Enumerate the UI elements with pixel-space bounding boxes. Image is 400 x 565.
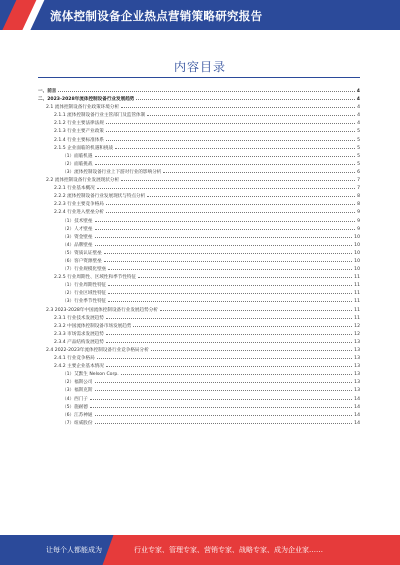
toc-entry-label: （4）品牌壁垒 <box>62 242 93 248</box>
toc-entry-label: （2）行业区域性特征 <box>62 291 107 297</box>
toc-entry[interactable] <box>38 305 360 313</box>
toc-entry-page: 14 <box>354 420 360 426</box>
toc-entry[interactable] <box>38 86 360 94</box>
toc-entry-page: 10 <box>354 242 360 248</box>
toc-entry-label: （5）施耐德 <box>62 404 88 410</box>
toc-entry-page: 11 <box>354 315 360 321</box>
toc-entry-page: 13 <box>354 388 360 394</box>
toc-entry-label: （3）流体控制设备行业上下游对行业的影响分析 <box>62 169 162 175</box>
footer-slogan-right: 行业专家、管理专家、营销专家、战略专家、成为企业家…… <box>134 546 323 554</box>
toc-entry[interactable] <box>38 216 360 224</box>
toc-entry-page: 10 <box>354 267 360 273</box>
toc-entry[interactable] <box>38 191 360 199</box>
toc-entry-label: 2.2.4 行业进入壁垒分析 <box>54 210 104 216</box>
toc-leader-dots <box>95 216 356 222</box>
toc-leader-dots <box>138 272 352 278</box>
toc-entry-page: 11 <box>354 283 360 289</box>
toc-entry-label: 2.1.4 行业主要标准体系 <box>54 137 104 143</box>
toc-entry[interactable] <box>38 272 360 280</box>
toc-entry[interactable] <box>38 224 360 232</box>
toc-entry-page: 14 <box>354 396 360 402</box>
toc-entry[interactable] <box>38 288 360 296</box>
toc-entry-page: 5 <box>357 129 360 135</box>
toc-entry-page: 10 <box>354 250 360 256</box>
toc-leader-dots <box>106 361 352 367</box>
toc-entry-label: （4）西门子 <box>62 396 88 402</box>
toc-entry-label: 2.4.1 行业竞争格局 <box>54 356 95 362</box>
toc-entry[interactable] <box>38 418 360 426</box>
toc-entry[interactable] <box>38 175 360 183</box>
toc-entry[interactable] <box>38 361 360 369</box>
toc-entry[interactable] <box>38 280 360 288</box>
toc-entry[interactable] <box>38 199 360 207</box>
toc-leader-dots <box>95 385 353 391</box>
toc-entry-label: （2）福斯公司 <box>62 380 93 386</box>
toc-leader-dots <box>104 248 352 254</box>
report-title: 流体控制设备企业热点营销策略研究报告 <box>50 9 263 23</box>
toc-leader-dots <box>121 102 355 108</box>
toc-leader-dots <box>121 175 355 181</box>
toc-leader-dots <box>97 353 352 359</box>
toc-entry[interactable] <box>38 167 360 175</box>
toc-entry[interactable] <box>38 126 360 134</box>
toc-entry-label: 2.1.1 流体控制设备行业主管部门及监管体制 <box>54 113 146 119</box>
toc-entry-page: 10 <box>354 258 360 264</box>
toc-leader-dots <box>121 369 352 375</box>
toc-entry[interactable] <box>38 329 360 337</box>
toc-leader-dots <box>108 288 352 294</box>
toc-leader-dots <box>163 167 355 173</box>
toc-entry-label: 2.2 流体控制设备行业发展现状分析 <box>46 178 120 184</box>
toc-entry[interactable] <box>38 151 360 159</box>
toc-leader-dots <box>106 118 355 124</box>
toc-entry-page: 8 <box>357 202 360 208</box>
toc-entry-label: （6）客户资源壁垒 <box>62 258 102 264</box>
toc-entry[interactable] <box>38 353 360 361</box>
toc-leader-dots <box>90 402 352 408</box>
toc-entry-page: 9 <box>357 226 360 232</box>
toc-entry-page: 6 <box>357 169 360 175</box>
toc-entry-page: 14 <box>354 412 360 418</box>
toc-entry-label: 2.1 流体控制设备行业政策环境分析 <box>46 105 120 111</box>
toc-entry[interactable] <box>38 110 360 118</box>
toc-entry-label: 2.2.5 行业周期性、区域性和季节性特征 <box>54 275 137 281</box>
toc-entry[interactable] <box>38 207 360 215</box>
toc-entry-page: 7 <box>357 178 360 184</box>
toc-leader-dots <box>95 151 356 157</box>
toc-entry-page: 5 <box>357 161 360 167</box>
toc-entry-page: 5 <box>357 145 360 151</box>
toc-entry[interactable] <box>38 321 360 329</box>
toc-leader-dots <box>58 86 354 92</box>
toc-leader-dots <box>106 126 355 132</box>
toc-entry-label: （1）面临机遇 <box>62 153 93 159</box>
toc-entry[interactable] <box>38 402 360 410</box>
toc-entry[interactable] <box>38 248 360 256</box>
toc-entry[interactable] <box>38 369 360 377</box>
toc-entry[interactable] <box>38 296 360 304</box>
toc-entry[interactable] <box>38 232 360 240</box>
toc-divider <box>38 77 360 78</box>
toc-entry-page: 13 <box>354 356 360 362</box>
toc-entry[interactable] <box>38 240 360 248</box>
toc-entry-page: 13 <box>354 364 360 370</box>
toc-entry-label: 2.1.5 企业面临的机遇和挑战 <box>54 145 114 151</box>
toc-entry-page: 4 <box>357 113 360 119</box>
footer-banner <box>0 535 400 565</box>
toc-entry-label: （2）人才壁垒 <box>62 226 93 232</box>
toc-leader-dots <box>133 321 352 327</box>
toc-leader-dots <box>90 394 352 400</box>
toc-entry-page: 10 <box>354 234 360 240</box>
toc-leader-dots <box>106 337 352 343</box>
toc-leader-dots <box>106 199 355 205</box>
toc-leader-dots <box>147 110 355 116</box>
toc-entry-label: （3）行业季节性特征 <box>62 299 107 305</box>
toc-leader-dots <box>95 418 353 424</box>
toc-entry-page: 11 <box>354 291 360 297</box>
toc-entry-label: 2.4.2 主要企业基本情况 <box>54 364 104 370</box>
toc-entry-page: 13 <box>354 380 360 386</box>
toc-entry-label: 2.2.2 流体控制设备行业发展现状与特点分析 <box>54 194 146 200</box>
toc-entry-label: （1）行业周期性特征 <box>62 283 107 289</box>
toc-leader-dots <box>147 191 355 197</box>
toc-entry[interactable] <box>38 143 360 151</box>
toc-entry[interactable] <box>38 394 360 402</box>
toc-leader-dots <box>95 377 353 383</box>
toc-entry-page: 8 <box>357 194 360 200</box>
toc-leader-dots <box>95 410 353 416</box>
toc-entry[interactable] <box>38 94 360 102</box>
toc-leader-dots <box>108 296 352 302</box>
toc-entry-label: 2.3.3 市场需求发展趋势 <box>54 331 104 337</box>
toc-entry-label: 二、2023-2028年流体控制设备行业发展趋势 <box>38 97 135 103</box>
toc-entry-label: （3）福斯克斯 <box>62 388 93 394</box>
toc-entry-label: 2.3.4 产品结构发展趋势 <box>54 339 104 345</box>
toc-entry[interactable] <box>38 135 360 143</box>
toc-entry-label: 2.1.2 行业主要法律法规 <box>54 121 104 127</box>
footer-slogan-left: 让每个人都能成为 <box>46 546 102 554</box>
toc-leader-dots <box>151 345 352 351</box>
toc-entry-page: 11 <box>354 299 360 305</box>
toc-entry-page: 11 <box>354 307 360 313</box>
toc-leader-dots <box>106 207 355 213</box>
toc-entry-page: 4 <box>356 97 360 103</box>
toc-entry-label: （1）技术壁垒 <box>62 218 93 224</box>
toc-leader-dots <box>136 94 354 100</box>
toc-entry-page: 4 <box>357 121 360 127</box>
toc-leader-dots <box>106 135 355 141</box>
toc-entry[interactable] <box>38 345 360 353</box>
toc-entry-label: （7）纽威股份 <box>62 420 93 426</box>
toc-entry-page: 11 <box>354 275 360 281</box>
toc-entry[interactable] <box>38 377 360 385</box>
toc-entry-label: 2.3 2023-2028年中国流体控制设备行业发展趋势分析 <box>46 307 158 313</box>
toc-entry[interactable] <box>38 102 360 110</box>
toc-entry-label: 一、前言 <box>38 89 57 94</box>
toc-entry-page: 12 <box>354 331 360 337</box>
toc-entry[interactable] <box>38 118 360 126</box>
toc-leader-dots <box>104 256 352 262</box>
toc-leader-dots <box>108 280 352 286</box>
toc-entry-page: 13 <box>354 372 360 378</box>
toc-entry-label: 2.3.1 行业技术发展趋势 <box>54 315 104 321</box>
toc-entry-page: 4 <box>357 105 360 111</box>
toc-entry[interactable] <box>38 159 360 167</box>
toc-entry[interactable] <box>38 385 360 393</box>
toc-leader-dots <box>95 232 353 238</box>
toc-heading: 内容目录 <box>173 60 226 74</box>
toc-entry-label: （6）江苏神通 <box>62 412 93 418</box>
toc-entry-page: 5 <box>357 153 360 159</box>
toc-entry-page: 13 <box>354 339 360 345</box>
toc-leader-dots <box>95 159 356 165</box>
toc-entry-page: 9 <box>357 210 360 216</box>
toc-entry-label: 2.2.1 行业基本概况 <box>54 186 95 192</box>
toc-leader-dots <box>106 313 352 319</box>
toc-leader-dots <box>106 329 352 335</box>
toc-entry[interactable] <box>38 337 360 345</box>
toc-leader-dots <box>95 240 353 246</box>
toc-entry-label: 2.4 2022-2023年流体控制设备行业竞争格局分析 <box>46 348 149 353</box>
toc-entry-page: 13 <box>354 348 360 353</box>
toc-leader-dots <box>97 183 355 189</box>
toc-leader-dots <box>115 143 355 149</box>
toc-leader-dots <box>95 224 356 230</box>
toc-entry[interactable] <box>38 256 360 264</box>
toc-entry[interactable] <box>38 183 360 191</box>
toc-entry-label: （5）资质认证壁垒 <box>62 250 102 256</box>
toc-leader-dots <box>108 264 352 270</box>
toc-entry-page: 9 <box>357 218 360 224</box>
toc-entry[interactable] <box>38 264 360 272</box>
header-banner <box>0 0 400 30</box>
toc-entry-page: 12 <box>354 323 360 329</box>
toc-entry-label: （3）资金壁垒 <box>62 234 93 240</box>
toc-entry-page: 14 <box>354 404 360 410</box>
toc-entry-label: （1）艾默生 Nelson Corp. <box>62 372 119 378</box>
toc-entry[interactable] <box>38 313 360 321</box>
toc-leader-dots <box>160 305 352 311</box>
toc-entry-label: 2.3.2 中国流体控制设备市场发展趋势 <box>54 323 132 329</box>
toc-entry-page: 7 <box>357 186 360 192</box>
toc-entry-label: 2.1.3 行业主要产业政策 <box>54 129 104 135</box>
toc-entry-label: （2）面临挑战 <box>62 161 93 167</box>
toc-entry-label: 2.2.3 行业主要竞争格局 <box>54 202 104 208</box>
toc-entry[interactable] <box>38 410 360 418</box>
table-of-contents <box>38 86 360 426</box>
toc-entry-page: 5 <box>357 137 360 143</box>
toc-entry-page: 4 <box>356 89 360 94</box>
toc-entry-label: （7）行业规模化壁垒 <box>62 267 107 273</box>
